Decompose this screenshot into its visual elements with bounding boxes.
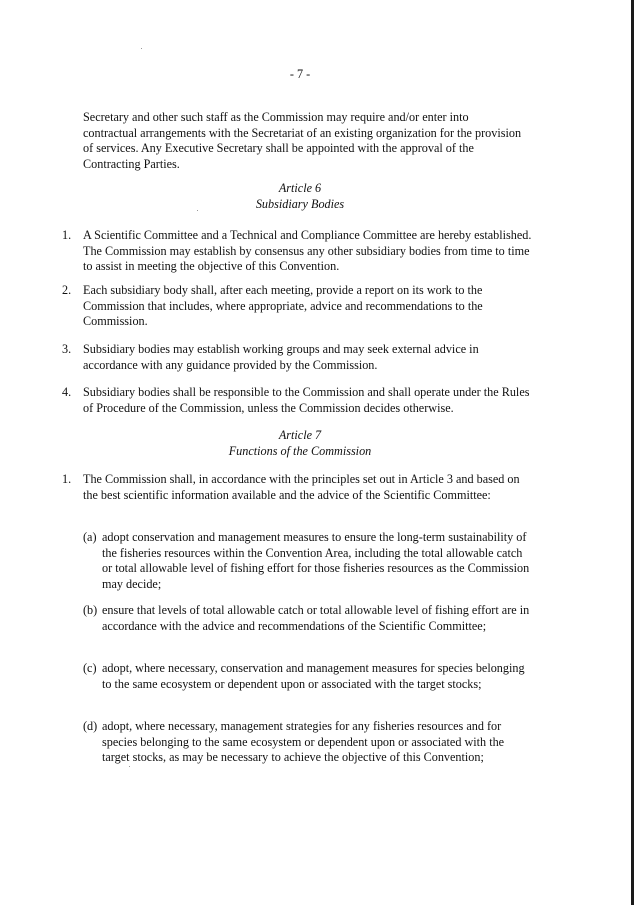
item-text: Subsidiary bodies shall be responsible to the Commission and shall operate under the Rules of Procedure of the Commission, unless the Commission decides otherwise. bbox=[83, 385, 530, 415]
article-6-number: Article 6 bbox=[278, 181, 322, 195]
subitem-text: ensure that levels of total allowable catch or total allowable level of fishing effort are in accordance with the advice and recommendations of the Scientific Committee; bbox=[102, 603, 530, 633]
subitem-text: adopt conservation and management measures to ensure the long-term sustainability of the fisheries resources within the Convention Area, including the total allowable catch or total allowable level of fishing effort for those fisheries resources as the Commission may decide; bbox=[102, 530, 530, 591]
subitem-label: (b) bbox=[83, 603, 98, 617]
scan-speck bbox=[141, 48, 142, 49]
item-text: A Scientific Committee and a Technical and Compliance Committee are hereby established. The Commission may establish by consensus any other subsidiary bodies from time to time to assist in meeting the objective of this Convention. bbox=[83, 228, 532, 274]
item-text: The Commission shall, in accordance with the principles set out in Article 3 and based on the best scientific information available and the advice of the Scientific Committee: bbox=[83, 472, 520, 502]
article-6-heading bbox=[0, 181, 600, 212]
subitem-text: adopt, where necessary, management strategies for any fisheries resources and for species belonging to the same ecosystem or dependent upon or associated with the target stocks, as may be necessary to achieve the objective of this Convention; bbox=[102, 719, 505, 765]
item-text: Subsidiary bodies may establish working groups and may seek external advice in accordance with any guidance provided by the Commission. bbox=[83, 342, 479, 372]
article-7-heading bbox=[0, 428, 600, 459]
subitem-label: (a) bbox=[83, 530, 97, 544]
item-number: 1. bbox=[62, 228, 72, 242]
item-text: Each subsidiary body shall, after each meeting, provide a report on its work to the Commission that includes, where appropriate, advice and recommendations to the Commission. bbox=[83, 283, 483, 329]
article-6-title: Subsidiary Bodies bbox=[255, 196, 345, 211]
page-number: - 7 - bbox=[289, 67, 311, 81]
subitem-label: (d) bbox=[83, 719, 98, 733]
scan-speck bbox=[129, 766, 130, 767]
article-7-number: Article 7 bbox=[278, 428, 322, 442]
item-number: 1. bbox=[62, 472, 72, 486]
article-7-title: Functions of the Commission bbox=[228, 443, 372, 458]
subitem-label: (c) bbox=[83, 661, 97, 675]
scan-page-edge bbox=[631, 0, 634, 905]
item-number: 4. bbox=[62, 385, 72, 399]
item-number: 3. bbox=[62, 342, 72, 356]
item-number: 2. bbox=[62, 283, 72, 297]
intro-paragraph: Secretary and other such staff as the Commission may require and/or enter into contractual arrangements with the Secretariat of an existing organization for the provision of services. Any Executive Secretary shall be appointed with the approval of the Contracting Parties. bbox=[83, 110, 522, 171]
subitem-text: adopt, where necessary, conservation and management measures for species belonging to the same ecosystem or dependent upon or associated with the target stocks; bbox=[102, 661, 525, 691]
